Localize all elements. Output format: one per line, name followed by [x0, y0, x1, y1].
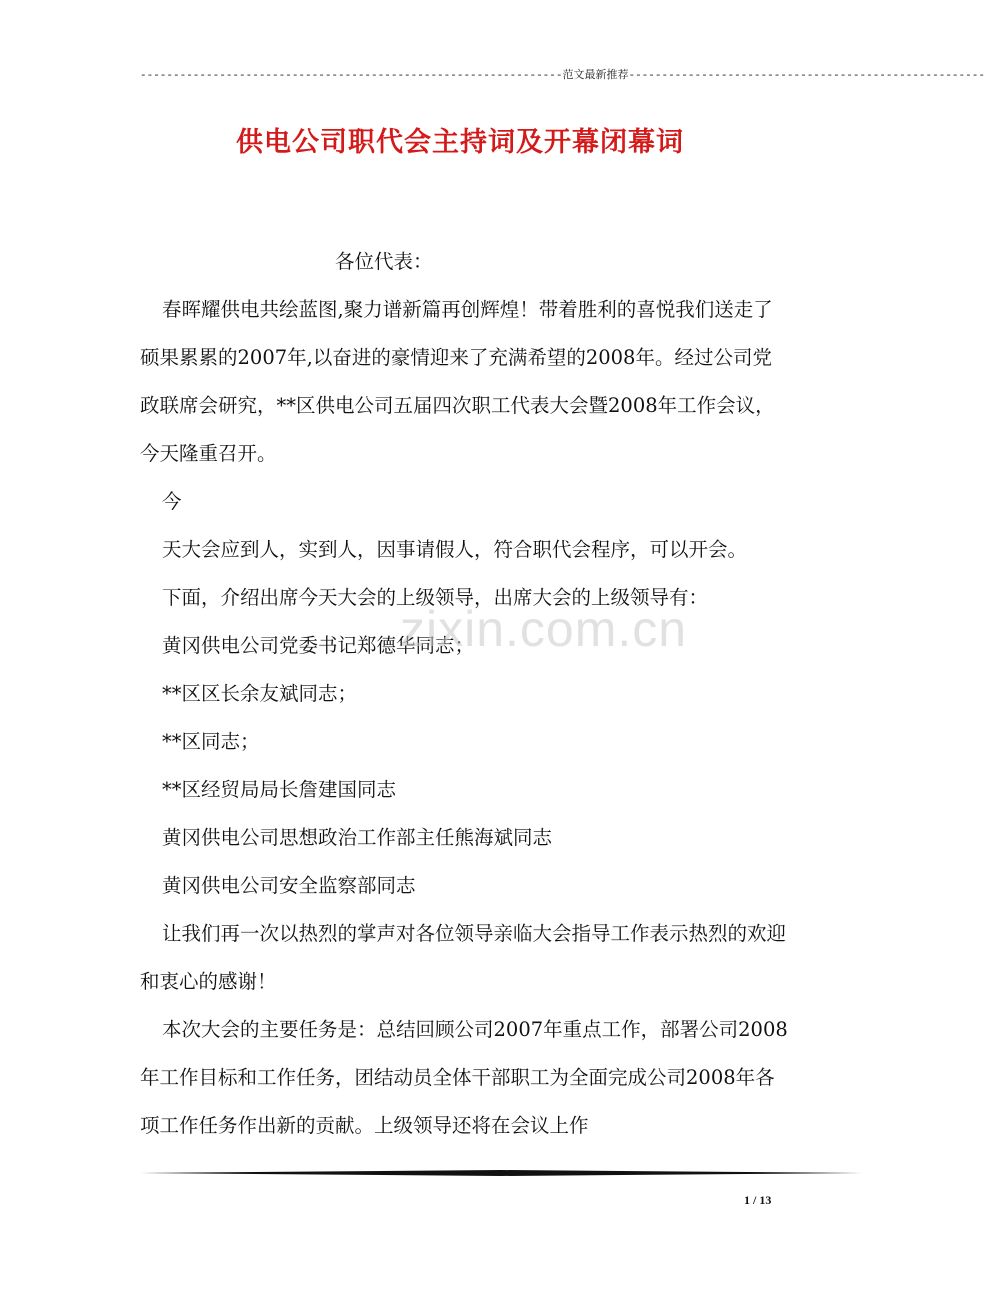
paragraph: **区同志； [162, 730, 260, 753]
paragraph: 黄冈供电公司党委书记郑德华同志； [162, 634, 475, 657]
header-banner: ----------------------------------------------------------------范文最新推荐------------------------------------------------------ [140, 70, 985, 82]
paragraph: 本次大会的主要任务是：总结回顾公司2007年重点工作，部署公司2008年工作目标和工作任务，团结动员全体干部职工为全面完成公司2008年各项工作任务作出新的贡献。上级领导还将在会议上作 [140, 1018, 788, 1137]
paragraph: 黄冈供电公司安全监察部同志 [162, 874, 416, 897]
page-number: 1 / 13 [744, 1193, 772, 1207]
paragraph: **区经贸局局长詹建国同志 [162, 778, 397, 801]
paragraph: 今 [162, 490, 182, 513]
paragraph: 天大会应到人，实到人，因事请假人，符合职代会程序，可以开会。 [162, 538, 748, 561]
footer-divider [140, 1170, 862, 1176]
paragraph: **区区长余友斌同志； [162, 682, 358, 705]
paragraph: 下面，介绍出席今天大会的上级领导，出席大会的上级领导有： [162, 586, 709, 609]
document-title: 供电公司职代会主持词及开幕闭幕词 [236, 127, 684, 158]
document-body [140, 238, 790, 1150]
watermark: zixin.com.cn [400, 601, 688, 657]
paragraph: 春晖耀供电共绘蓝图,聚力谱新篇再创辉煌！带着胜利的喜悦我们送走了硕果累累的2007年,以奋进的豪情迎来了充满希望的2008年。经过公司党政联席会研究，**区供电公司五届四次职工代表大会暨2008年工作会议，今天隆重召开。 [140, 298, 775, 465]
salutation: 各位代表： [335, 250, 433, 273]
paragraph: 黄冈供电公司思想政治工作部主任熊海斌同志 [162, 826, 553, 849]
paragraph: 让我们再一次以热烈的掌声对各位领导亲临大会指导工作表示热烈的欢迎和衷心的感谢！ [140, 922, 787, 993]
